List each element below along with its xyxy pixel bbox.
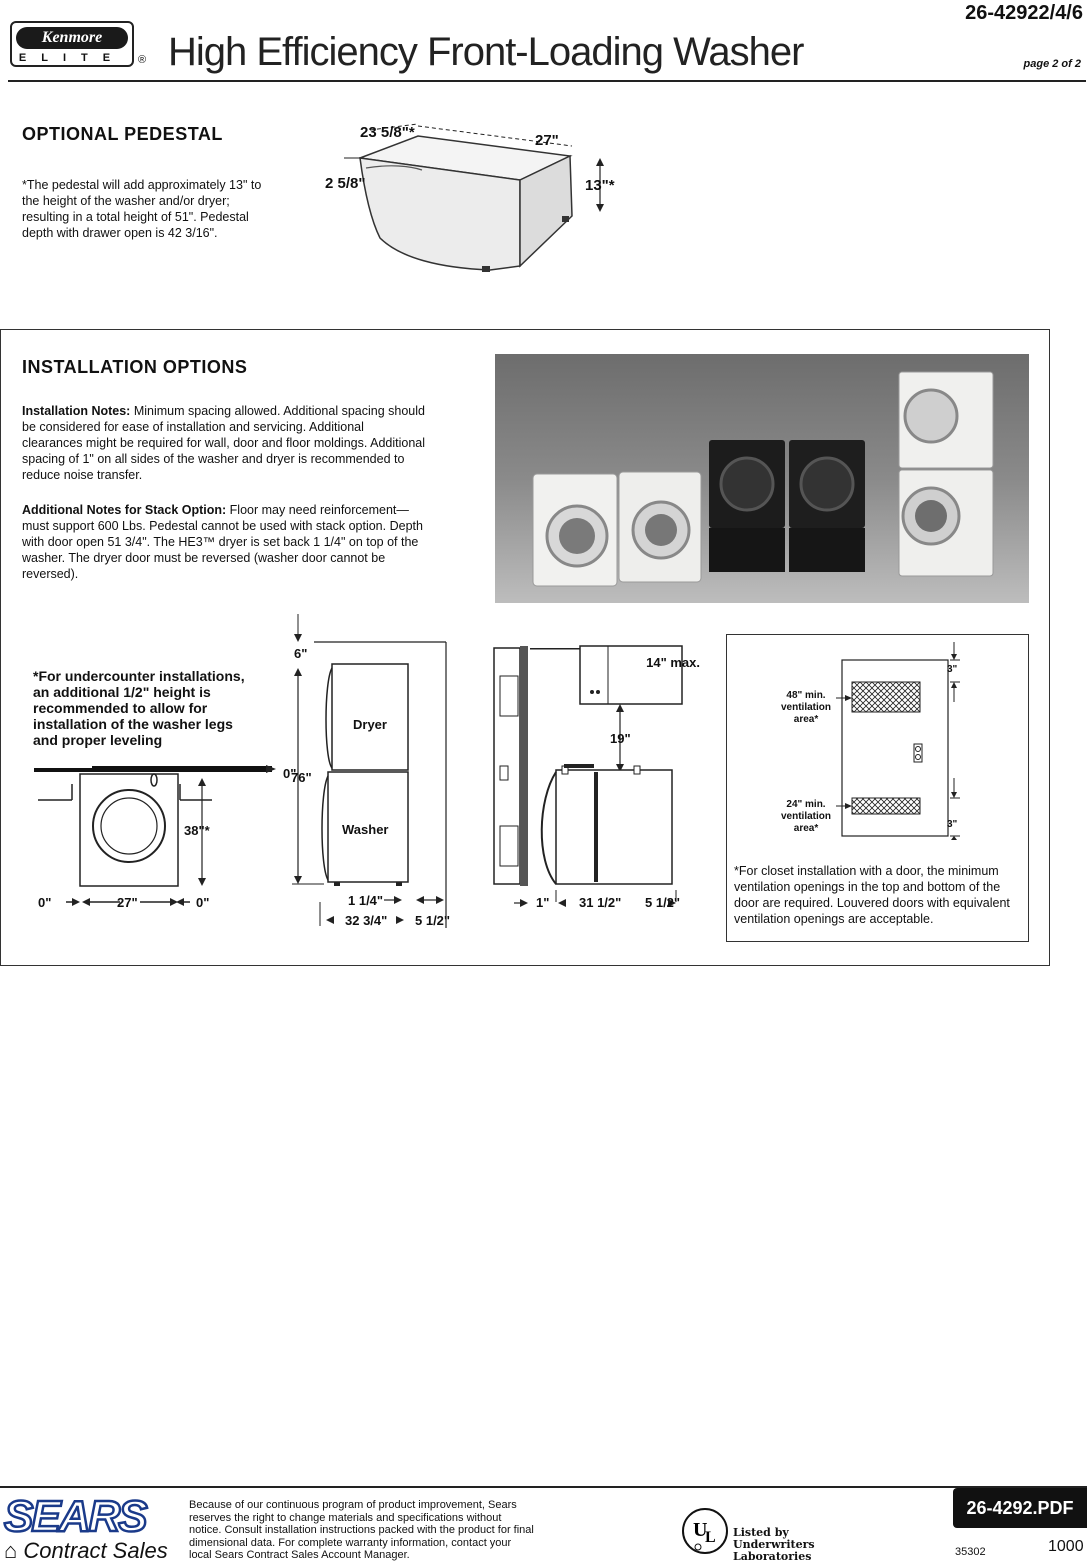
brand-bottom: ELITE [18,52,126,64]
bottom-vent-label: 24" min. ventilation area* [780,799,831,834]
footer-code-large: 1000 [1048,1538,1084,1555]
stack-notes [22,502,427,582]
pedestal-heading: OPTIONAL PEDESTAL [22,124,223,144]
installation-notes-label: Installation Notes: [22,404,131,418]
dryer-label: Dryer [353,717,387,732]
sears-sub-text: Contract Sales [23,1538,168,1562]
svg-text:U: U [693,1519,708,1541]
washer-label: Washer [342,822,389,837]
undercounter-width: 27" [117,895,138,910]
stack-depth: 32 3/4" [345,913,388,928]
undercounter-height: 38"* [184,823,210,838]
pedestal-depth-dim: 27" [535,132,559,149]
installation-notes [22,403,427,483]
pdf-code-badge: 26-4292.PDF [953,1488,1087,1528]
sears-logo: SEARS [4,1492,146,1541]
pedestal-height-dim: 13"* [585,177,615,194]
footer-code-small: 35302 [955,1546,986,1558]
stack-setback: 1 1/4" [348,893,384,908]
undercounter-left-gap: 0" [38,895,52,910]
side-clearance: 19" [610,731,631,746]
stack-height: 76" [291,770,312,785]
installation-heading: INSTALLATION OPTIONS [22,357,248,377]
side-depth: 31 1/2" [579,895,622,910]
undercounter-note: *For undercounter installations, an additional 1/2" height is recommended to allow for installation of the washer legs and proper leveling [33,668,245,748]
undercounter-right-gap: 0" [196,895,210,910]
registered-mark: ® [138,54,147,66]
pedestal-drawing [330,118,630,278]
side-view-drawing [490,640,710,920]
header-divider [8,80,1086,82]
pedestal-width-dim: 23 5/8"* [360,124,415,141]
home-icon: ⌂ [4,1538,18,1562]
doc-id: 26-42922/4/6 [965,2,1083,24]
side-cabinet-gap: 14" max. [646,655,700,670]
undercounter-drawing [30,760,280,920]
pedestal-note: *The pedestal will add approximately 13" to the height of the washer and/or dryer; resulting in a total height of 51". Pedestal depth with drawer open is 42 3/16". [22,178,262,240]
stack-rear-gap: 5 1/2" [415,913,451,928]
sears-sub-brand [4,1538,168,1562]
ul-listing-text: Listed by Underwriters Laboratories [733,1526,815,1562]
page-title: High Efficiency Front-Loading Washer [168,30,804,74]
product-lineup-photo [495,354,1029,603]
closet-note: *For closet installation with a door, the minimum ventilation openings in the top and bottom of the door are required. Louvered doors with equivalent ventilation openings are acceptable. [734,864,1010,926]
top-vent-label: 48" min. ventilation area* [780,690,831,725]
undercounter-top-gap: 0" [283,766,297,781]
stack-notes-text: Floor may need reinforcement—must support 600 Lbs. Pedestal cannot be used with stack option. Depth with door open 51 3/4". The HE3™ dryer is set back 1 1/4" on top of the washer. The dryer door must be reversed (washer door cannot be reversed). [22,503,423,581]
footer-disclaimer: Because of our continuous program of product improvement, Sears reserves the right to change materials and specifications without notice. Consult installation instructions packed with the product for final dimensional data. For complete warranty information, contact your local Sears Contract Sales Account Manager. [189,1499,534,1561]
ul-logo-icon [680,1506,730,1556]
installation-notes-text: Minimum spacing allowed. Additional spacing should be considered for ease of installation and servicing. Additional clearances might be required for wall, door and floor moldings. Additional spacing of 1" on all sides of the washer and dryer is recommended to reduce noise transfer. [22,404,426,482]
stack-notes-label: Additional Notes for Stack Option: [22,503,227,517]
page-number: page 2 of 2 [1023,58,1081,70]
stack-top-gap: 6" [294,646,308,661]
brand-top: Kenmore [16,27,128,49]
svg-text:L: L [705,1529,716,1546]
closet-door-drawing [830,640,965,840]
footer-divider [0,1486,1087,1488]
side-wall-gap: 1" [536,895,550,910]
bottom-margin-label: 3" [947,819,958,830]
top-margin-label: 3" [947,664,958,675]
side-front-gap: 5 1/2" [645,895,681,910]
pedestal-drawer-dim: 2 5/8" [325,175,366,192]
